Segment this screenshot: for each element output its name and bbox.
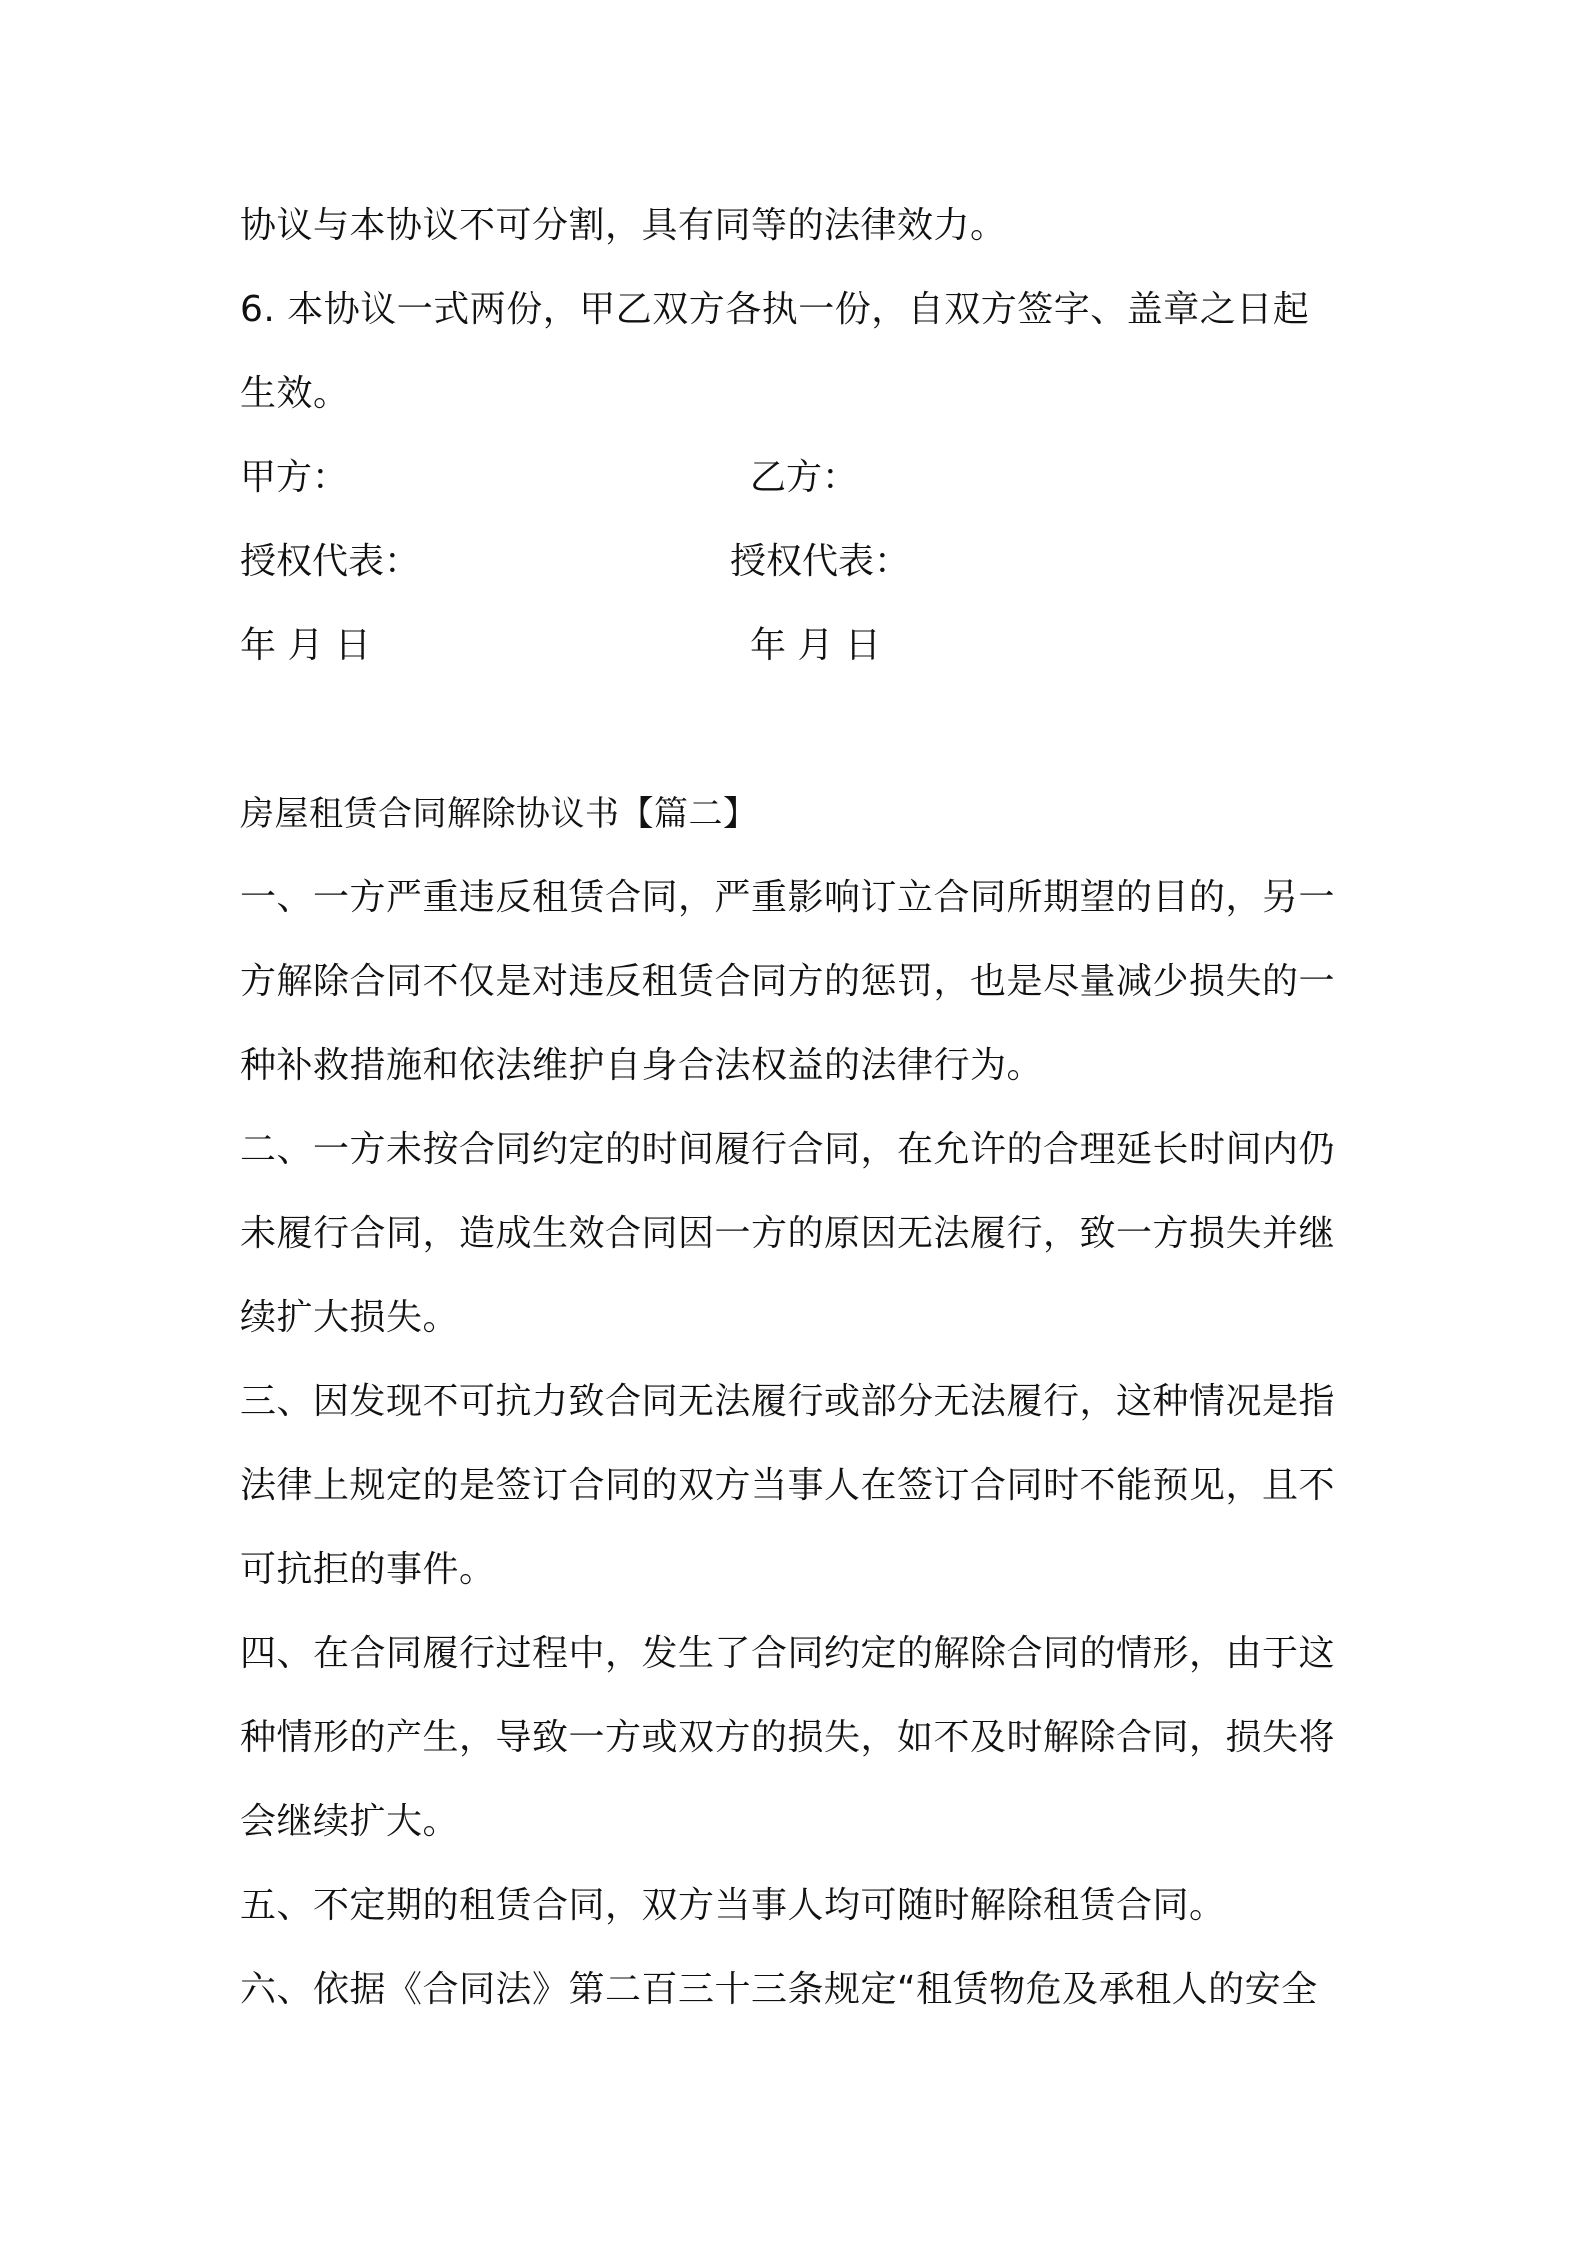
paragraph-line: 四、在合同履行过程中，发生了合同约定的解除合同的情形，由于这 <box>240 1633 1336 1674</box>
paragraph-line: 未履行合同，造成生效合同因一方的原因无法履行，致一方损失并继 <box>240 1213 1336 1254</box>
party-b-date: 年 月 日 <box>750 625 881 666</box>
paragraph-line: 协议与本协议不可分割，具有同等的法律效力。 <box>240 205 1007 246</box>
paragraph-line: 法律上规定的是签订合同的双方当事人在签订合同时不能预见，且不 <box>240 1465 1336 1506</box>
party-a-label: 甲方： <box>240 457 349 498</box>
paragraph-line: 方解除合同不仅是对违反租赁合同方的惩罚，也是尽量减少损失的一 <box>240 961 1336 1002</box>
paragraph-line: 种情形的产生，导致一方或双方的损失，如不及时解除合同，损失将 <box>240 1717 1336 1758</box>
party-b-representative-label: 授权代表： <box>730 541 911 582</box>
section-title: 房屋租赁合同解除协议书【篇二】 <box>240 794 758 834</box>
party-a-representative-label: 授权代表： <box>240 541 421 582</box>
paragraph-line: 六、依据《合同法》第二百三十三条规定“租赁物危及承租人的安全 <box>240 1969 1318 2010</box>
paragraph-line: 一、一方严重违反租赁合同，严重影响订立合同所期望的目的，另一 <box>240 877 1336 918</box>
party-a-date: 年 月 日 <box>240 625 371 666</box>
paragraph-line: 生效。 <box>240 373 350 414</box>
paragraph-line: 五、不定期的租赁合同，双方当事人均可随时解除租赁合同。 <box>240 1885 1226 1926</box>
paragraph-line: 6. 本协议一式两份，甲乙双方各执一份，自双方签字、盖章之日起 <box>240 289 1310 330</box>
party-b-label: 乙方： <box>750 457 859 498</box>
paragraph-line: 会继续扩大。 <box>240 1801 460 1842</box>
paragraph-line: 二、一方未按合同约定的时间履行合同，在允许的合理延长时间内仍 <box>240 1129 1336 1170</box>
paragraph-line: 可抗拒的事件。 <box>240 1549 496 1590</box>
paragraph-line: 三、因发现不可抗力致合同无法履行或部分无法履行，这种情况是指 <box>240 1381 1336 1422</box>
paragraph-line: 种补救措施和依法维护自身合法权益的法律行为。 <box>240 1045 1044 1086</box>
paragraph-line: 续扩大损失。 <box>240 1297 460 1338</box>
